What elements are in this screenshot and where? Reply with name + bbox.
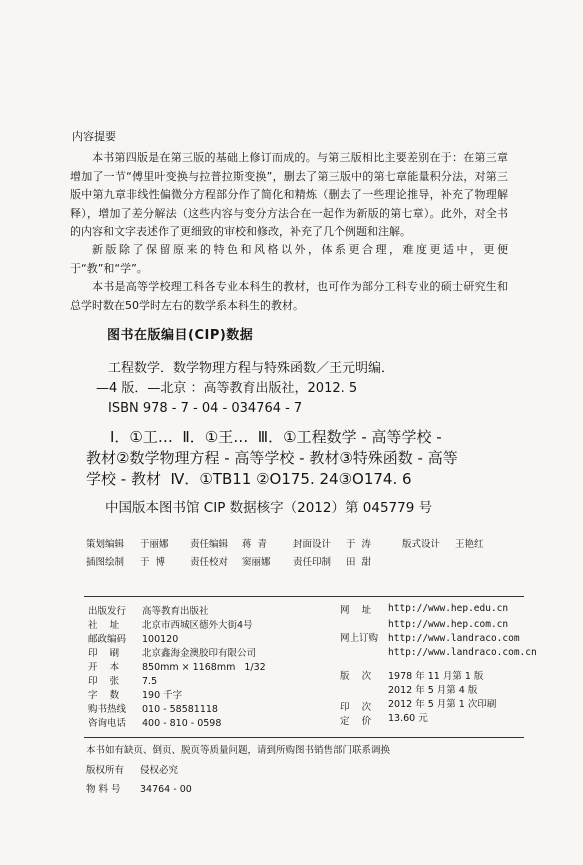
website-label: 网 址: [340, 605, 372, 616]
online-order-label: 网上订购: [340, 633, 379, 644]
divider-top: [84, 596, 524, 597]
word-count: 190 千字: [142, 690, 183, 701]
summary-paragraph-2: 新版除了保留原来的特色和风格以外，体系更合理，难度更适中，更便于“教”和“学”。: [70, 243, 508, 275]
word-count-label: 字 数: [88, 690, 120, 701]
cip-subject-line-2: 教材②数学物理方程 - 高等学校 - 教材③特殊函数 - 高等: [86, 449, 458, 467]
print-supervisor-label: 责任印制: [293, 557, 332, 568]
printer-label: 印 刷: [88, 648, 120, 659]
publisher-label: 出版发行: [88, 606, 127, 617]
online-order-link-1[interactable]: http://www.landraco.com: [388, 633, 520, 644]
publisher: 高等教育出版社: [142, 606, 209, 617]
edition-first: 1978 年 11 月第 1 版: [388, 671, 484, 682]
cip-edition-line: —4 版．—北京 ：高等教育出版社，2012. 5: [96, 381, 358, 396]
address-label: 社 址: [88, 620, 120, 631]
illustrator: 于 博: [140, 557, 166, 568]
item-number: 34764 - 00: [140, 784, 192, 795]
layout-design-label: 版式设计: [402, 539, 441, 550]
sales-hotline: 010 - 58581118: [142, 704, 218, 715]
layout-designer: 王艳红: [455, 539, 484, 550]
proofreader: 窦丽娜: [242, 557, 271, 568]
price-label: 定 价: [340, 716, 372, 727]
cip-subject-line-3: 学校 - 教材 Ⅳ．①TB11 ②O175. 24③O174. 6: [86, 470, 412, 488]
print-supervisor: 田 甜: [346, 557, 372, 568]
quality-notice: 本书如有缺页、倒页、脱页等质量问题，请到所购图书销售部门联系调换: [86, 745, 391, 756]
cover-design-label: 封面设计: [293, 539, 332, 550]
responsible-editor: 蒋 青: [242, 539, 268, 550]
inquiry-phone: 400 - 810 - 0598: [142, 718, 222, 729]
sheets: 7.5: [142, 676, 158, 687]
sheets-label: 印 张: [88, 676, 120, 687]
item-number-label: 物 料 号: [86, 784, 121, 795]
illustration-label: 插图绘制: [86, 557, 125, 568]
summary-paragraph-3: 本书是高等学校理工科各专业本科生的教材，也可作为部分工科专业的硕士研究生和总学时数在50学时左右的数学系本科生的教材。: [70, 280, 508, 312]
printer: 北京鑫海金澳胶印有限公司: [142, 648, 257, 659]
sales-hotline-label: 购书热线: [88, 704, 127, 715]
format-label: 开 本: [88, 662, 120, 673]
cip-bibliographic-line: 工程数学．数学物理方程与特殊函数／王元明编．: [108, 361, 395, 376]
proofreader-label: 责任校对: [190, 557, 229, 568]
inquiry-phone-label: 咨询电话: [88, 718, 127, 729]
online-order-link-2[interactable]: http://www.landraco.com.cn: [388, 647, 537, 658]
address: 北京市西城区德外大街4号: [142, 620, 253, 631]
rights-statement: 侵权必究: [140, 765, 179, 776]
printing-label: 印 次: [340, 702, 372, 713]
summary-paragraph-1: 本书第四版是在第三版的基础上修订而成的。与第三版相比主要差别在于：在第三章增加了一节“傅里叶变换与拉普拉斯变换”，删去了第三版中的第七章能量积分法，对第三版中第九章非线性偏微分方程部分作了简化和精炼（删去了一些理论推导，补充了物理解释），增加了差分解法（这些内容与变分方法合在一起作为新版的第七章）。此外，对全书的内容和文字表述作了更细致的审校和修改，补充了几个例题和注解。: [70, 151, 508, 238]
edition-fourth: 2012 年 5 月第 4 版: [388, 685, 478, 696]
rights-label: 版权所有: [86, 765, 125, 776]
planning-editor: 于丽娜: [140, 539, 169, 550]
website-link-1[interactable]: http://www.hep.edu.cn: [388, 603, 509, 614]
format: 850mm × 1168mm 1/32: [142, 662, 266, 673]
price: 13.60 元: [388, 713, 428, 724]
summary-heading: 内容提要: [72, 130, 116, 143]
divider-bottom: [84, 737, 524, 738]
responsible-editor-label: 责任编辑: [190, 539, 229, 550]
planning-editor-label: 策划编辑: [86, 539, 125, 550]
cover-designer: 于 涛: [346, 539, 372, 550]
cip-title: 图书在版编目(CIP)数据: [107, 328, 254, 343]
postcode: 100120: [142, 634, 179, 645]
printing: 2012 年 5 月第 1 次印刷: [388, 699, 497, 710]
website-link-2[interactable]: http://www.hep.com.cn: [388, 619, 509, 630]
postcode-label: 邮政编码: [88, 634, 127, 645]
cip-isbn: ISBN 978 - 7 - 04 - 034764 - 7: [108, 401, 303, 416]
edition-label: 版 次: [340, 671, 372, 682]
cip-subject-line-1: Ⅰ．①工… Ⅱ．①王… Ⅲ．①工程数学 - 高等学校 -: [110, 428, 442, 446]
cip-core-data-number: 中国版本图书馆 CIP 数据核字（2012）第 045779 号: [105, 500, 433, 516]
